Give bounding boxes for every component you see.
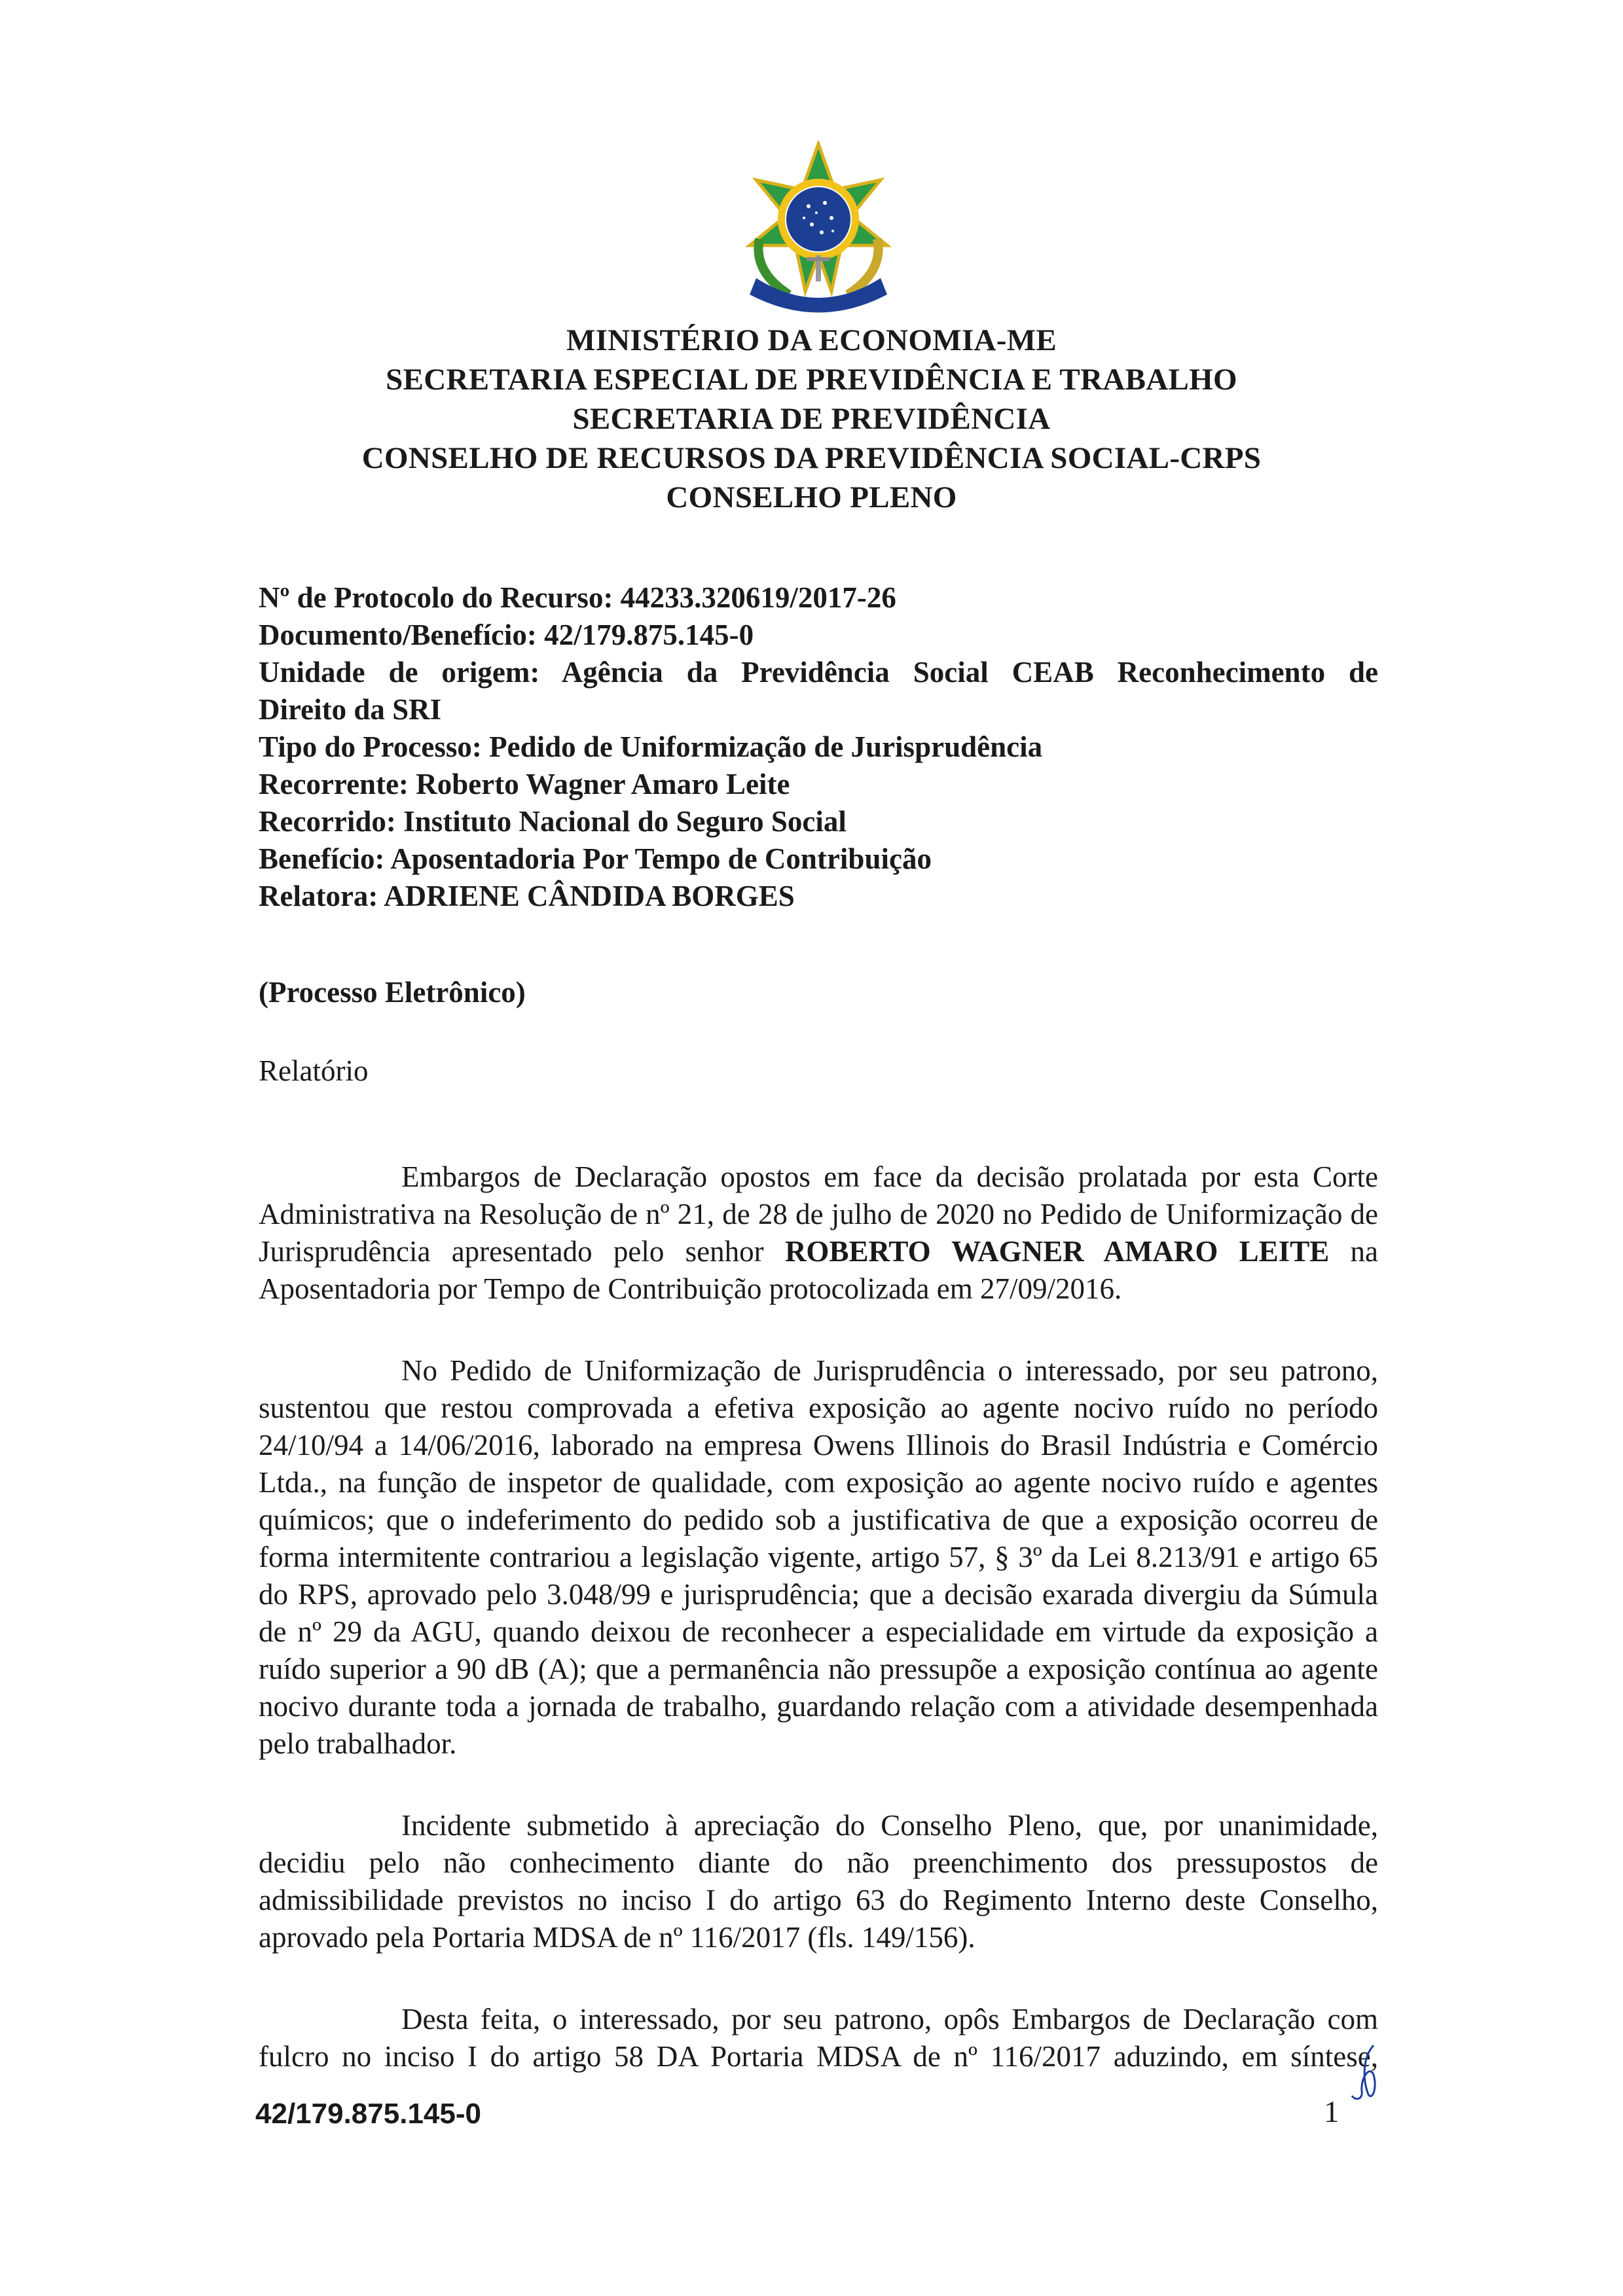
protocol-number: Nº de Protocolo do Recurso: 44233.320619/2017-26 bbox=[259, 581, 896, 614]
plenary-title: CONSELHO PLENO bbox=[666, 480, 957, 514]
coat-of-arms-emblem bbox=[733, 141, 903, 317]
claimant-name: ROBERTO WAGNER AMARO LEITE bbox=[784, 1235, 1330, 1268]
paragraph-1: Embargos de Declaração opostos em face da decisão prolatada por esta Corte Administrativa na Resolução de nº 21, de 28 de julho de 2020 no Pedido de Uniformização de Jurisprudência apresentado pelo senhor ROBERTO WAGNER AMARO LEITE na Aposentadoria por Tempo de Contribuição protocolizada em 27/09/2016. bbox=[259, 1160, 1378, 1305]
benefit: Benefício: Aposentadoria Por Tempo de Contribuição bbox=[259, 842, 932, 875]
special-secretariat-title: SECRETARIA ESPECIAL DE PREVIDÊNCIA E TRABALHO bbox=[386, 363, 1237, 397]
ministry-title: MINISTÉRIO DA ECONOMIA-ME bbox=[566, 323, 1057, 357]
origin-unit: Unidade de origem: Agência da Previdência Social CEAB Reconhecimento de bbox=[259, 656, 1378, 689]
respondent: Recorrido: Instituto Nacional do Seguro Social bbox=[259, 805, 847, 838]
origin-unit-cont: Direito da SRI bbox=[259, 693, 442, 726]
paragraph-3: Incidente submetido à apreciação do Conselho Pleno, que, por unanimidade, decidiu pelo não conhecimento diante do não preenchimento dos pressupostos de admissibilidade previstos no inciso I do artigo 63 do Regimento Interno deste Conselho, aprovado pela Portaria MDSA de nº 116/2017 (fls. 149/156). bbox=[259, 1809, 1378, 1954]
electronic-process-label: (Processo Eletrônico) bbox=[259, 976, 526, 1009]
document-header bbox=[0, 321, 1623, 517]
report-body bbox=[259, 1158, 1378, 2075]
council-title: CONSELHO DE RECURSOS DA PREVIDÊNCIA SOCIAL-CRPS bbox=[361, 441, 1262, 475]
process-type: Tipo do Processo: Pedido de Uniformização de Jurisprudência bbox=[259, 730, 1043, 763]
paragraph-4: Desta feita, o interessado, por seu patrono, opôs Embargos de Declaração com fulcro no inciso I do artigo 58 DA Portaria MDSA de nº 116/2017 aduzindo, em síntese, bbox=[259, 2003, 1378, 2073]
secretariat-title: SECRETARIA DE PREVIDÊNCIA bbox=[572, 402, 1051, 436]
handwritten-initial-mark bbox=[1349, 2042, 1388, 2104]
document-benefit: Documento/Benefício: 42/179.875.145-0 bbox=[259, 619, 754, 651]
rapporteur: Relatora: ADRIENE CÂNDIDA BORGES bbox=[259, 880, 795, 912]
footer-document-code: 42/179.875.145-0 bbox=[255, 2098, 481, 2130]
appellant: Recorrente: Roberto Wagner Amaro Leite bbox=[259, 768, 790, 800]
paragraph-2: No Pedido de Uniformização de Jurisprudência o interessado, por seu patrono, sustentou que restou comprovada a efetiva exposição ao agente nocivo ruído no período 24/10/94 a 14/06/2016, laborado na empresa Owens Illinois do Brasil Indústria e Comércio Ltda., na função de inspetor de qualidade, com exposição ao agente nocivo ruído e agentes químicos; que o indeferimento do pedido sob a justificativa de que a exposição ocorreu de forma intermitente contrariou a legislação vigente, artigo 57, § 3º da Lei 8.213/91 e artigo 65 do RPS, aprovado pelo 3.048/99 e jurisprudência; que a decisão exarada divergiu da Súmula de nº 29 da AGU, quando deixou de reconhecer a especialidade em virtude da exposição a ruído superior a 90 dB (A); que a permanência não pressupõe a exposição contínua ao agente nocivo durante toda a jornada de trabalho, guardando relação com a atividade desempenhada pelo trabalhador. bbox=[259, 1354, 1378, 1760]
page-number: 1 bbox=[1324, 2095, 1340, 2129]
report-heading: Relatório bbox=[259, 1054, 369, 1087]
case-metadata bbox=[259, 579, 1378, 915]
